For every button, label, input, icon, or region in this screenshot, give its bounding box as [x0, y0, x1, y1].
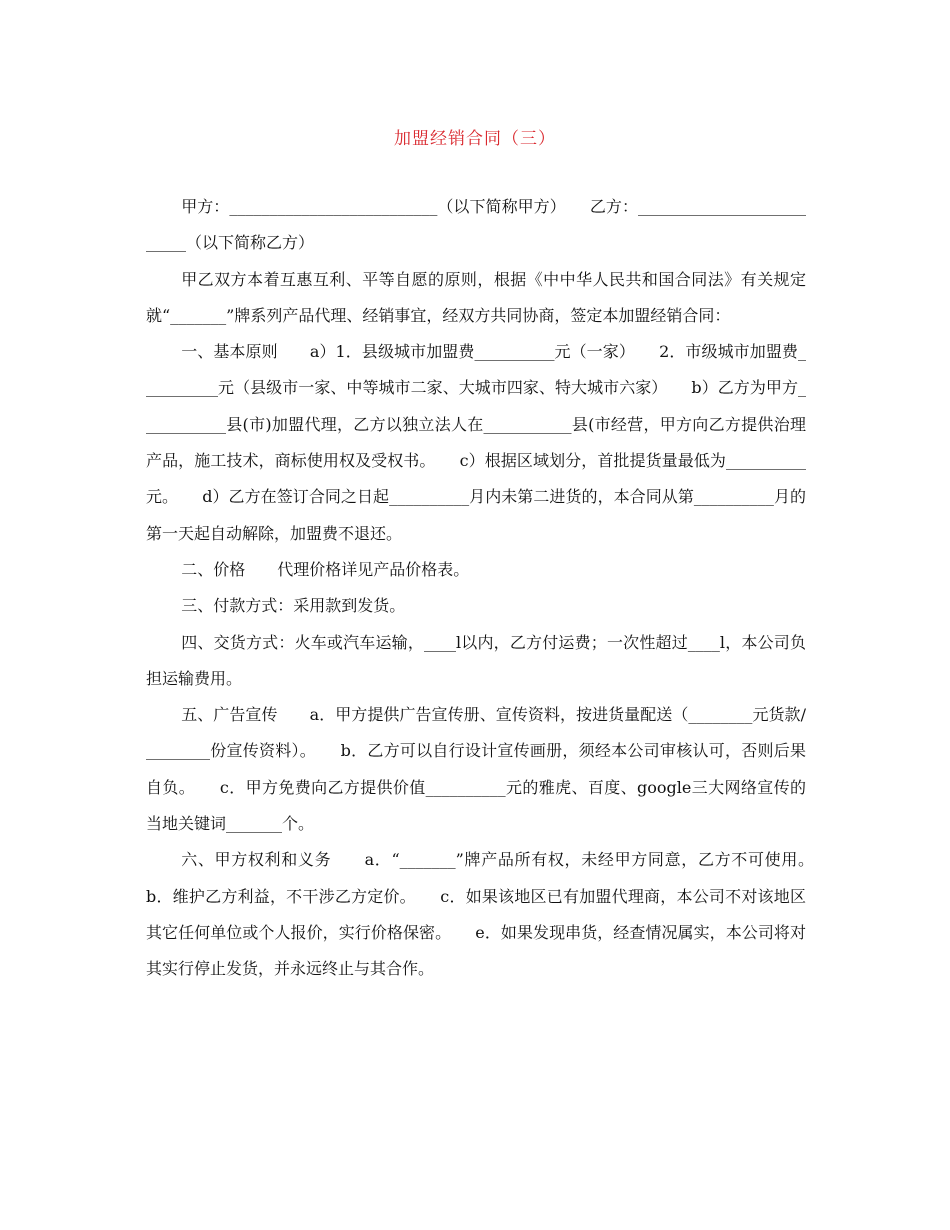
preamble-paragraph: 甲乙双方本着互惠互利、平等自愿的原则，根据《中中华人民共和国合同法》有关规定就“_______”牌系列产品代理、经销事宜，经双方共同协商，签定本加盟经销合同：	[146, 269, 806, 325]
document-title: 加盟经销合同（三）	[394, 129, 556, 149]
section-party-a-rights: 六、甲方权利和义务 a．“_______”牌产品所有权，未经甲方同意，乙方不可使用。 b．维护乙方利益，不干涉乙方定价。 c．如果该地区已有加盟代理商，本公司不对该地区其它任何单位或个人报价，实行价格保密。 e．如果发现串货，经查情况属实，本公司将对其实行停止发货，并永远终止与其合作。	[146, 850, 839, 979]
document-body	[146, 189, 839, 988]
section-payment: 三、付款方式：采用款到发货。	[181, 596, 406, 616]
section-advertising: 五、广告宣传 a．甲方提供广告宣传册、宣传资料，按进货量配送（________元货款/________份宣传资料）。 b．乙方可以自行设计宣传画册，须经本公司审核认可，否则后果自负。 c．甲方免费向乙方提供价值__________元的雅虎、百度、google三大网络宣传的当地关键词_______个。	[146, 705, 806, 834]
party-line: 甲方：__________________________（以下简称甲方） 乙方：__________________________（以下简称乙方）	[146, 197, 806, 253]
section-delivery: 四、交货方式：火车或汽车运输，____l以内，乙方付运费；一次性超过____l，本公司负担运输费用。	[146, 632, 806, 688]
section-price: 二、价格 代理价格详见产品价格表。	[181, 559, 470, 579]
section-basic-principles: 一、基本原则 a）1．县级城市加盟费__________元（一家） 2．市级城市加盟费__________元（县级市一家、中等城市二家、大城市四家、特大城市六家） b）乙方为甲方___________县(市)加盟代理，乙方以独立法人在___________县(市经营，甲方向乙方提供治理产品，施工技术，商标使用权及受权书。 c）根据区域划分，首批提货量最低为__________元。 d）乙方在签订合同之日起__________月内未第二进货的，本合同从第__________月的第一天起自动解除，加盟费不退还。	[146, 342, 806, 543]
